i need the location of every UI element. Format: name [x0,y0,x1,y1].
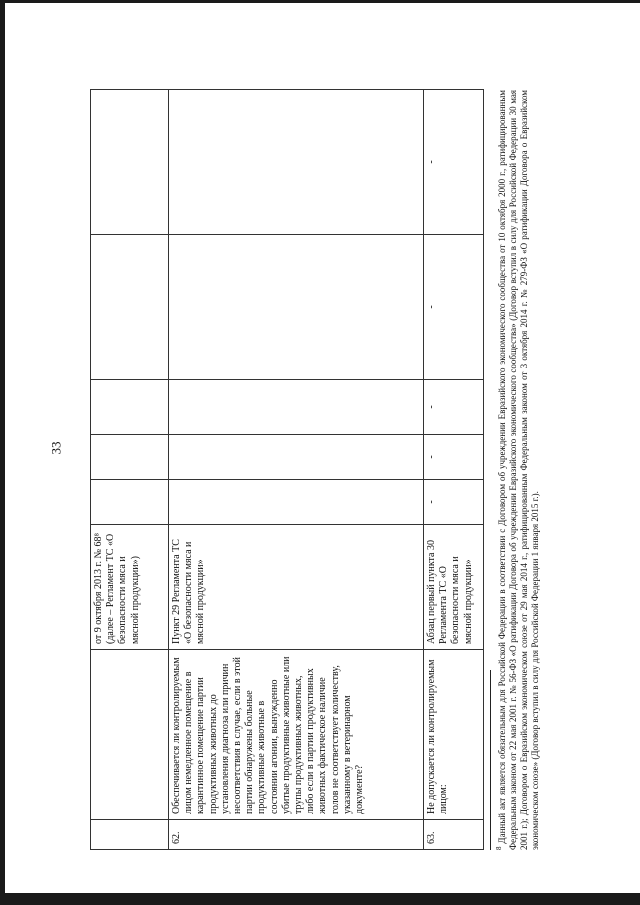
comment-cell [169,90,424,235]
basis-cell: Абзац первый пункта 30 Регламента ТС «О безопасности мяса и мясной продукции» [424,525,484,650]
table-row [169,90,424,850]
comment-cell [91,90,169,235]
table-row [424,90,484,850]
scan-edge-bottom [0,893,640,905]
note-cell: - [424,235,484,380]
scan-edge-left [0,0,5,905]
answer-na-cell [169,380,424,435]
footnote [494,90,541,850]
answer-na-cell [91,380,169,435]
comment-cell: - [424,90,484,235]
row-number: 62. [169,820,424,850]
footnote-text: Данный акт является обязательным для Российской Федерации в соответствии с Договором об учреждении Евразийского экономического сообщества от 10 октября 2000 г., ратифицированным Федеральным законом от 22 мая 2001 г. № 56-ФЗ «О ратификации Договора об учреждении Евразийского экономического сообщества» (Договор вступил в силу для Российской Федерации 30 мая 2001 г.); Договором о Евразийском экономическом союзе от 29 мая 2014 г., ратифицированным Федеральным законом от 3 октября 2014 г. № 279-ФЗ «О ратификации Договора о Евразийском экономическом союзе» (Договор вступил в силу для Российской Федерации 1 января 2015 г.). [497,90,540,850]
answer-no-cell [169,435,424,480]
answer-no-cell: - [424,435,484,480]
row-number [91,820,169,850]
answer-na-cell: - [424,380,484,435]
basis-cell: Пункт 29 Регламента ТС «О безопасности мяса и мясной продукции» [169,525,424,650]
row-number: 63. [424,820,484,850]
requirement-cell: Не допускается ли контролируемым лицом: [424,650,484,820]
answer-no-cell [91,435,169,480]
rotated-page-content [90,90,580,850]
basis-cell: от 9 октября 2013 г. № 68⁸ (далее – Регламент ТС «О безопасности мяса и мясной продукции») [91,525,169,650]
footnote-divider [490,670,491,850]
answer-yes-cell: - [424,480,484,525]
answer-yes-cell [91,480,169,525]
page-number: 33 [48,441,64,455]
answer-yes-cell [169,480,424,525]
requirement-cell [91,650,169,820]
scan-edge-top [0,0,640,3]
note-cell [91,235,169,380]
requirement-cell: Обеспечивается ли контролируемым лицом немедленное помещение в карантинное помещение партии продуктивных животных до установления диагноза или причин несоответствия в случае, если в этой партии обнаружены больные продуктивные животные в состоянии агонии, вынужденно убитые продуктивные животные или трупы продуктивных животных, либо если в партии продуктивных животных фактическое наличие голов не соответствует количеству, указанному в ветеринарном документе? [169,650,424,820]
note-cell [169,235,424,380]
table-row [91,90,169,850]
checklist-table [90,89,484,850]
footnote-marker: 8 [495,846,503,850]
